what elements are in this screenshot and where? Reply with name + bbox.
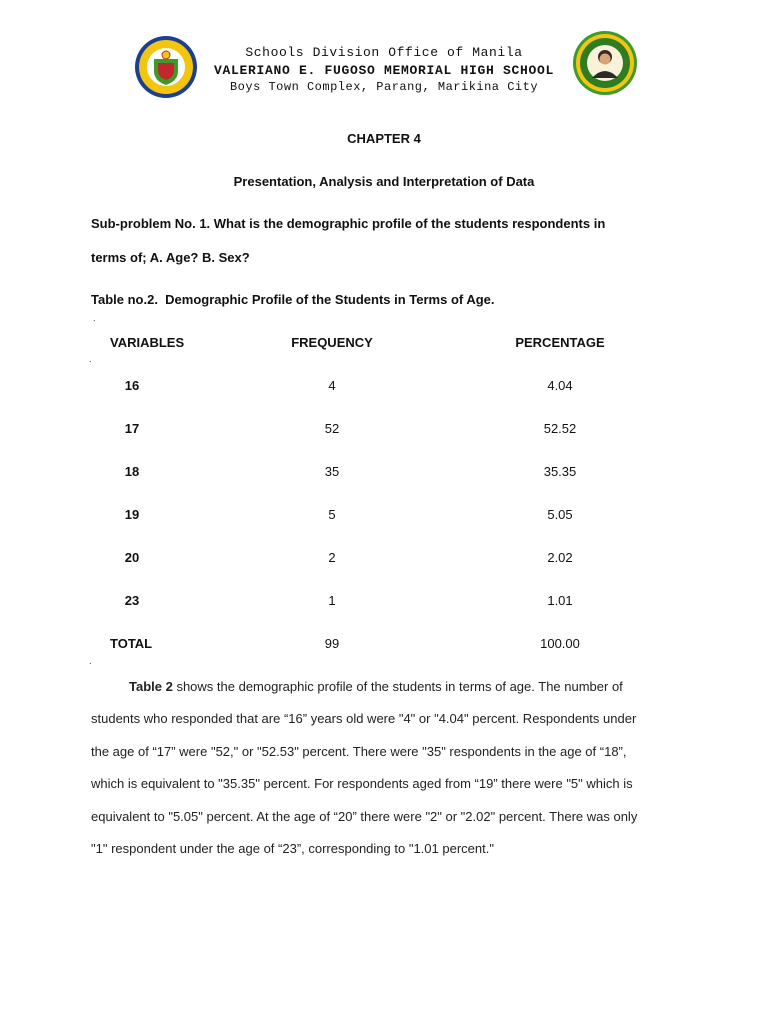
paragraph-line: students who responded that are “16” years old were "4" or "4.04" percent. Respondents under [91, 711, 637, 727]
chapter-title: CHAPTER 4 [347, 131, 421, 146]
table-row [0, 378, 768, 396]
table-row [0, 550, 768, 568]
total-frequency: 99 [324, 636, 340, 651]
interpretation-paragraph [91, 671, 691, 865]
percentage-cell: 2.02 [547, 550, 573, 565]
school-name: VALERIANO E. FUGOSO MEMORIAL HIGH SCHOOL [213, 63, 555, 78]
stray-mark: . [89, 656, 92, 666]
paragraph-lead: Table 2 [129, 679, 173, 694]
age-cell: 17 [124, 421, 140, 436]
paragraph-line: shows the demographic profile of the students in terms of age. The number of [172, 679, 623, 694]
header-frequency: FREQUENCY [291, 335, 373, 350]
frequency-cell: 5 [328, 507, 336, 522]
paragraph-line: equivalent to "5.05" percent. At the age of “20” there were "2" or "2.02" percent. There was only [91, 808, 638, 824]
paragraph-line: which is equivalent to "35.35" percent. For respondents aged from “19” there were "5" which is [91, 776, 633, 792]
paragraph-line: the age of “17” were "52," or "52.53" percent. There were "35" respondents in the age of “18”, [91, 743, 627, 759]
age-cell: 18 [124, 464, 140, 479]
header-percentage: PERCENTAGE [515, 335, 605, 350]
subproblem-line-2: terms of; A. Age? B. Sex? [91, 250, 250, 265]
percentage-cell: 4.04 [547, 378, 573, 393]
age-cell: 23 [124, 593, 140, 608]
school-address: Boys Town Complex, Parang, Marikina City [229, 80, 539, 94]
section-title: Presentation, Analysis and Interpretation of Data [233, 174, 535, 189]
table-row [0, 593, 768, 611]
percentage-cell: 1.01 [547, 593, 573, 608]
total-label: TOTAL [110, 636, 153, 651]
stray-mark: . [93, 313, 96, 323]
percentage-cell: 5.05 [547, 507, 573, 522]
table-row [0, 464, 768, 482]
frequency-cell: 1 [328, 593, 336, 608]
division-office-name: Schools Division Office of Manila [245, 45, 523, 60]
stray-mark: . [89, 354, 92, 364]
table-row [0, 507, 768, 525]
age-cell: 16 [124, 378, 140, 393]
age-cell: 19 [124, 507, 140, 522]
frequency-cell: 52 [324, 421, 340, 436]
paragraph-line: "1" respondent under the age of “23”, corresponding to "1.01 percent." [91, 841, 494, 857]
frequency-cell: 2 [328, 550, 336, 565]
table-header-row [0, 335, 768, 353]
age-cell: 20 [124, 550, 140, 565]
table-caption: Table no.2. Demographic Profile of the Students in Terms of Age. [91, 292, 495, 307]
table-row [0, 421, 768, 439]
frequency-cell: 35 [324, 464, 340, 479]
percentage-cell: 35.35 [543, 464, 577, 479]
subproblem-line-1: Sub-problem No. 1. What is the demographic profile of the students respondents in [91, 216, 606, 231]
percentage-cell: 52.52 [543, 421, 577, 436]
total-percentage: 100.00 [540, 636, 580, 651]
table-total-row [0, 636, 768, 654]
header-variables: VARIABLES [110, 335, 185, 350]
frequency-cell: 4 [328, 378, 336, 393]
